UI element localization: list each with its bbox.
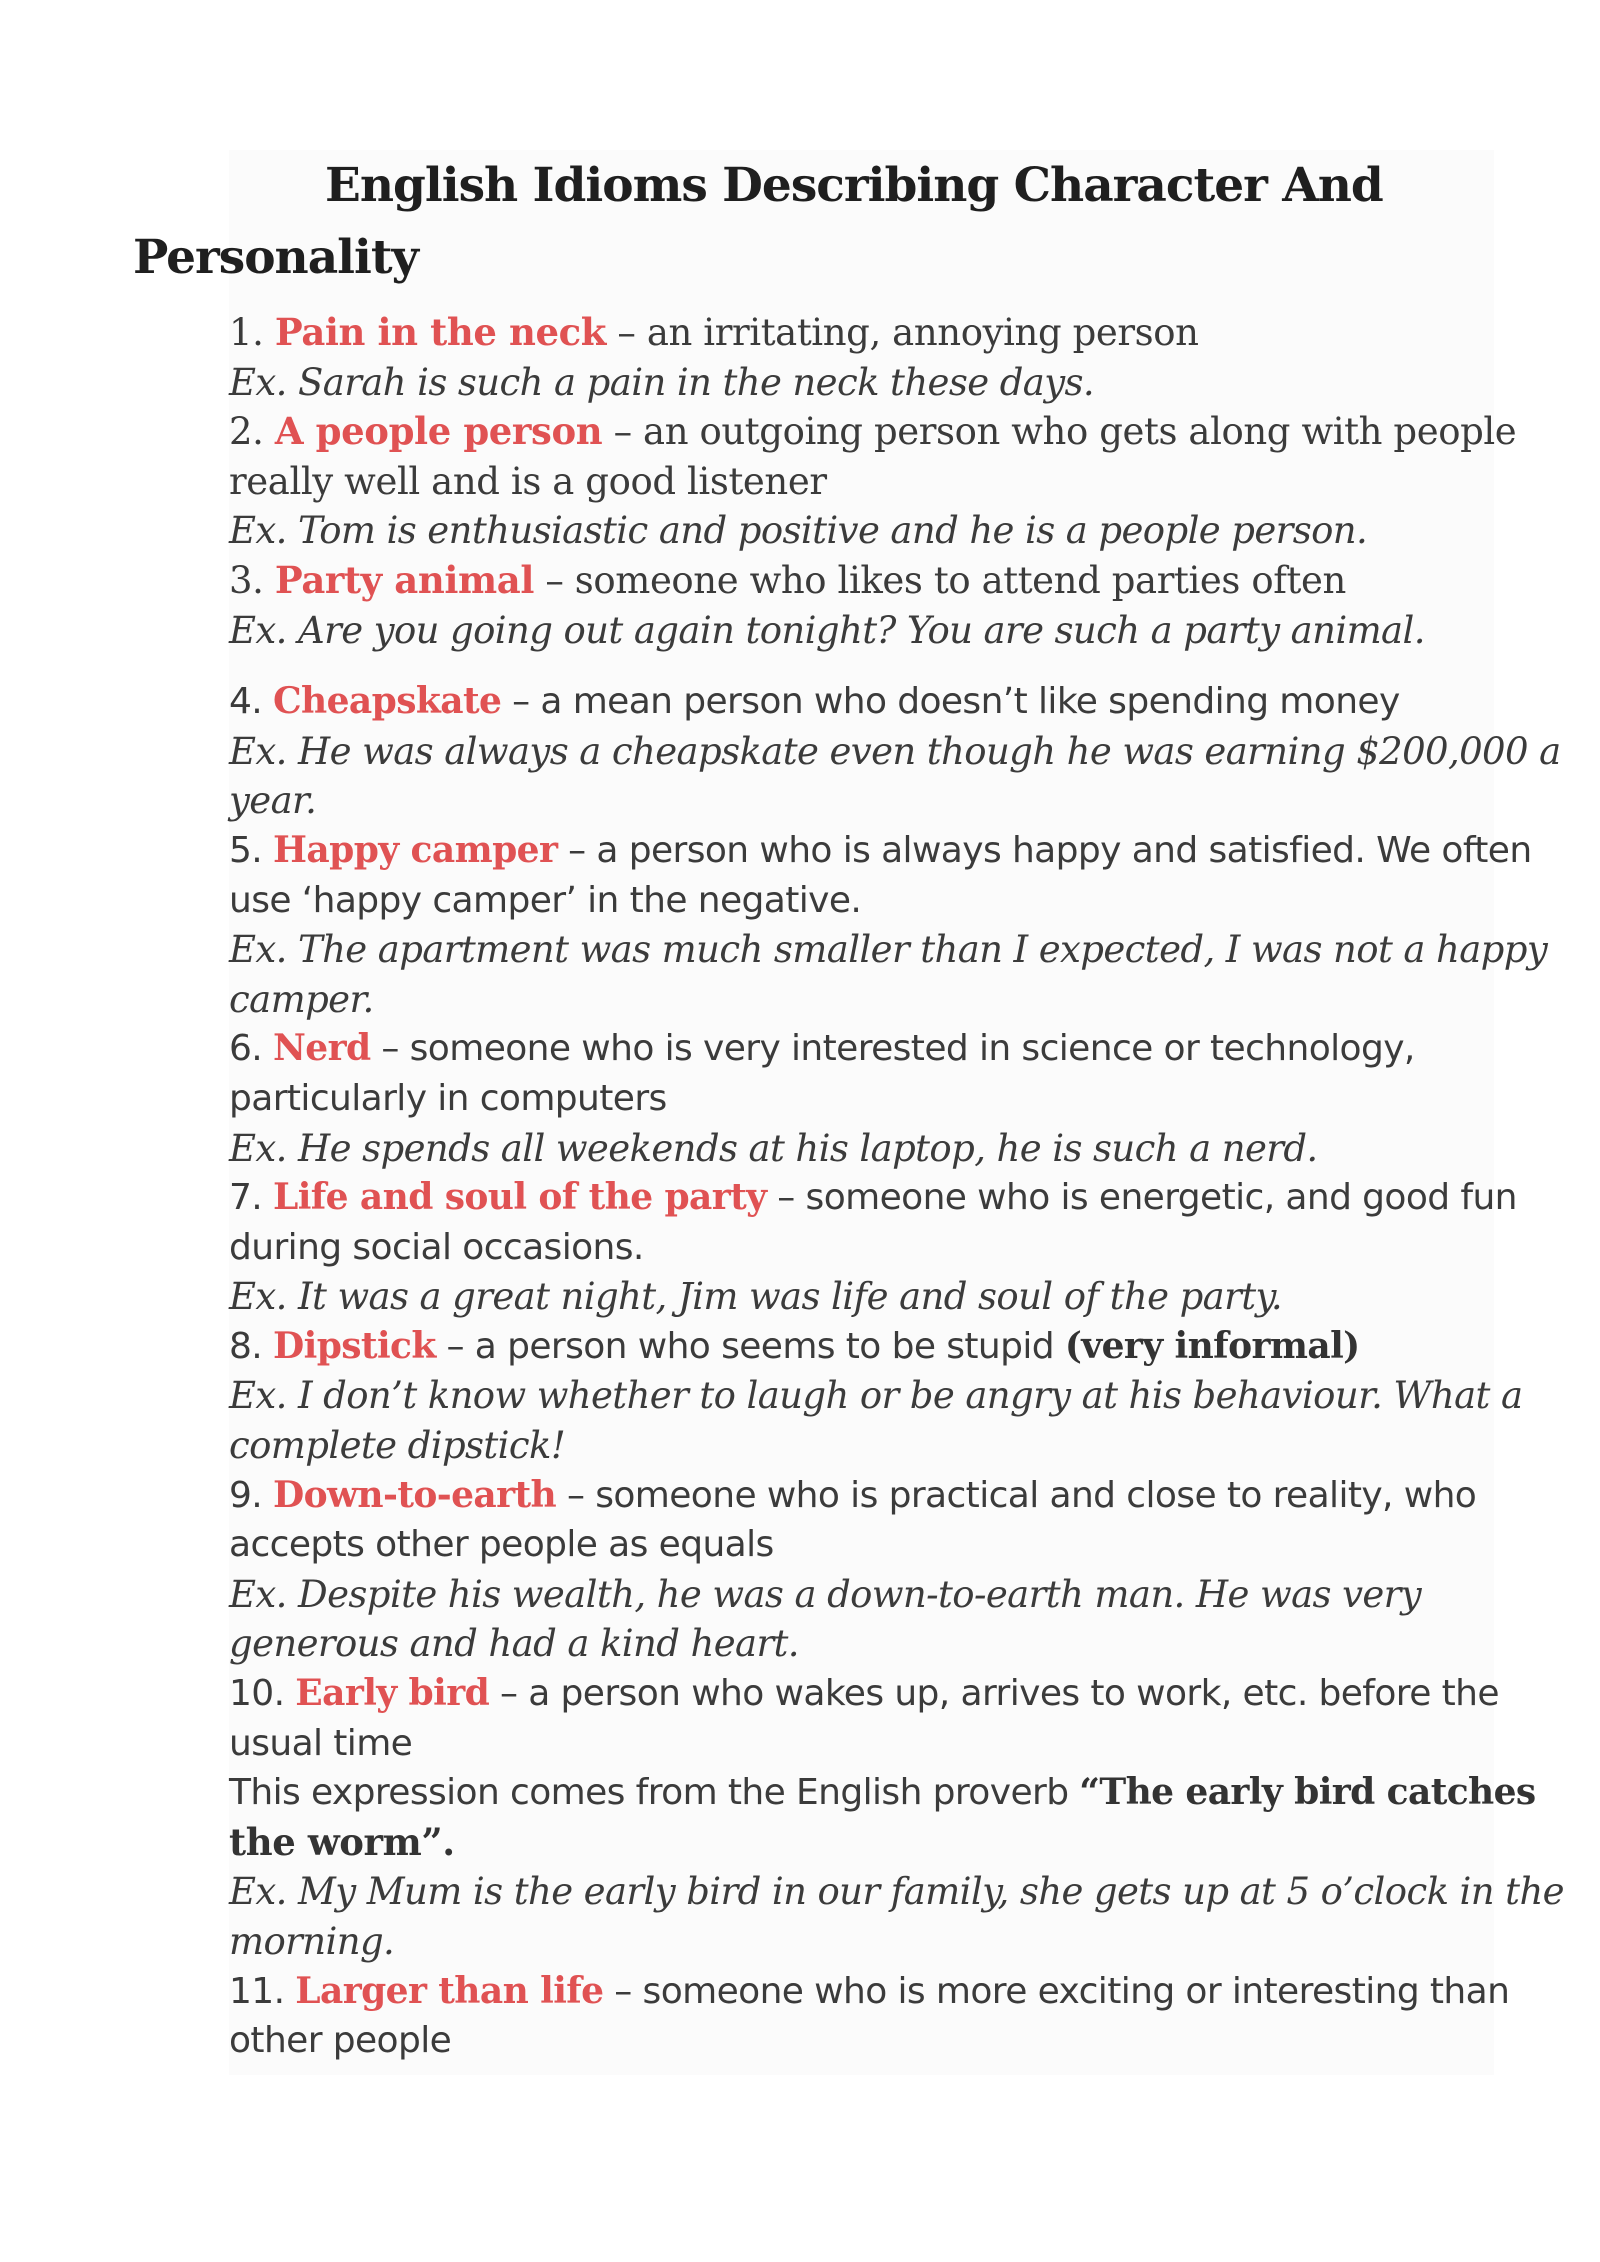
idiom-term: A people person <box>274 409 603 454</box>
idiom-item-8 <box>229 1322 1523 1471</box>
idiom-definition: – a person who is always happy and satisfied. We often <box>557 829 1532 871</box>
idiom-number: 8. <box>229 1325 263 1367</box>
idiom-item-5 <box>229 826 1548 1024</box>
idiom-definition-continued: accepts other people as equals <box>229 1524 774 1566</box>
idiom-definition-line <box>229 826 1532 876</box>
idiom-origin-text: This expression comes from the English proverb <box>229 1772 1080 1814</box>
idiom-definition: – someone who is more exciting or interesting than <box>603 1970 1510 2012</box>
idiom-item-1 <box>229 308 1509 407</box>
idiom-example: Ex. He was always a cheapskate even though he was earning $200,000 a <box>229 729 1561 773</box>
idiom-term: Early bird <box>295 1672 490 1715</box>
document-content <box>133 150 1564 2066</box>
idiom-definition: – an outgoing person who gets along with people <box>602 410 1517 454</box>
title-line-1: English Idioms Describing Character And <box>325 158 1383 213</box>
idiom-number: 1. <box>229 311 264 354</box>
idiom-number: 7. <box>229 1177 263 1219</box>
idiom-example: Ex. I don’t know whether to laugh or be angry at his behaviour. What a <box>229 1374 1523 1418</box>
idiom-item-4 <box>229 677 1561 826</box>
idiom-example-continued: complete dipstick! <box>229 1424 566 1468</box>
idiom-definition-line <box>229 1471 1509 1521</box>
idiom-definition-line <box>229 1173 1517 1223</box>
idiom-definition: – a person who wakes up, arrives to work, etc. before the <box>489 1673 1499 1715</box>
idiom-term: Dipstick <box>273 1324 436 1367</box>
idiom-item-10 <box>229 1669 1564 1967</box>
idiom-definition: – someone who is very interested in science or technology, <box>370 1028 1415 1070</box>
idiom-term: Down-to-earth <box>273 1473 557 1516</box>
idiom-definition-continued: during social occasions. <box>229 1226 644 1268</box>
idiom-example: Ex. He spends all weekends at his laptop, he is such a nerd. <box>229 1126 1318 1170</box>
idiom-example: Ex. Tom is enthusiastic and positive and he is a people person. <box>229 509 1368 553</box>
idiom-number: 6. <box>229 1028 263 1070</box>
idiom-item-11 <box>229 1967 1509 2066</box>
idiom-example-continued: camper. <box>229 977 374 1021</box>
idiom-definition-continued: really well and is a good listener <box>229 459 827 503</box>
idiom-definition-line <box>229 308 1509 358</box>
idiom-definition-line <box>229 1322 1509 1372</box>
idiom-example-continued: year. <box>229 779 317 823</box>
idiom-list-part-2 <box>229 677 1564 2066</box>
idiom-definition-continued: use ‘happy camper’ in the negative. <box>229 879 862 921</box>
idiom-term: Happy camper <box>273 828 558 871</box>
idiom-number: 5. <box>229 829 263 871</box>
idiom-item-7 <box>229 1173 1517 1322</box>
idiom-definition-line <box>229 1024 1509 1074</box>
idiom-example-continued: generous and had a kind heart. <box>229 1622 799 1666</box>
idiom-origin-line <box>229 1768 1536 1818</box>
idiom-number: 9. <box>229 1474 263 1516</box>
idiom-term: Nerd <box>273 1027 371 1070</box>
idiom-definition-line <box>229 556 1509 606</box>
idiom-example: Ex. Are you going out again tonight? You are such a party animal. <box>229 608 1425 652</box>
idiom-definition: – someone who is practical and close to reality, who <box>556 1474 1477 1516</box>
idiom-proverb-continued: the worm”. <box>229 1819 455 1864</box>
idiom-term: Larger than life <box>295 1969 604 2012</box>
idiom-item-6 <box>229 1024 1509 1173</box>
idiom-example-continued: morning. <box>229 1920 395 1963</box>
idiom-example: Ex. My Mum is the early bird in our family, she gets up at 5 o’clock in the <box>229 1870 1564 1914</box>
idiom-definition-continued: other people <box>229 2020 452 2062</box>
idiom-example: Ex. The apartment was much smaller than I expected, I was not a happy <box>229 928 1548 972</box>
idiom-definition: – someone who is energetic, and good fun <box>766 1177 1517 1219</box>
idiom-definition-line <box>229 1669 1509 1719</box>
idiom-term: Life and soul of the party <box>273 1176 767 1219</box>
idiom-register-note: (very informal) <box>1064 1324 1360 1367</box>
idiom-item-2 <box>229 407 1517 556</box>
idiom-example: Ex. Despite his wealth, he was a down-to-earth man. He was very <box>229 1572 1422 1616</box>
idiom-definition: – a person who seems to be stupid <box>435 1325 1065 1367</box>
idiom-definition: – an irritating, annoying person <box>606 311 1199 354</box>
title-line-2: Personality <box>133 230 418 285</box>
idiom-item-9 <box>229 1471 1509 1669</box>
idiom-term: Pain in the neck <box>274 310 606 354</box>
idiom-definition-line <box>229 1967 1509 2017</box>
document-title <box>133 150 1509 294</box>
idiom-proverb: “The early bird catches <box>1079 1771 1536 1814</box>
idiom-number: 10. <box>229 1673 285 1715</box>
idiom-number: 11. <box>229 1970 285 2012</box>
idiom-list-part-1 <box>229 308 1517 655</box>
idiom-example: Ex. It was a great night, Jim was life and soul of the party. <box>229 1275 1283 1319</box>
idiom-definition-continued: usual time <box>229 1722 413 1764</box>
idiom-definition: – a mean person who doesn’t like spending money <box>501 681 1400 723</box>
idiom-item-3 <box>229 556 1509 655</box>
idiom-definition-line <box>229 677 1509 727</box>
idiom-number: 4. <box>229 681 263 723</box>
idiom-example: Ex. Sarah is such a pain in the neck these days. <box>229 360 1095 404</box>
idiom-number: 2. <box>229 410 264 454</box>
idiom-definition-line <box>229 407 1517 457</box>
idiom-term: Cheapskate <box>273 680 502 723</box>
idiom-term: Party animal <box>274 557 534 602</box>
idiom-definition: – someone who likes to attend parties often <box>533 558 1346 602</box>
idiom-definition-continued: particularly in computers <box>229 1077 667 1119</box>
idiom-number: 3. <box>229 558 264 602</box>
